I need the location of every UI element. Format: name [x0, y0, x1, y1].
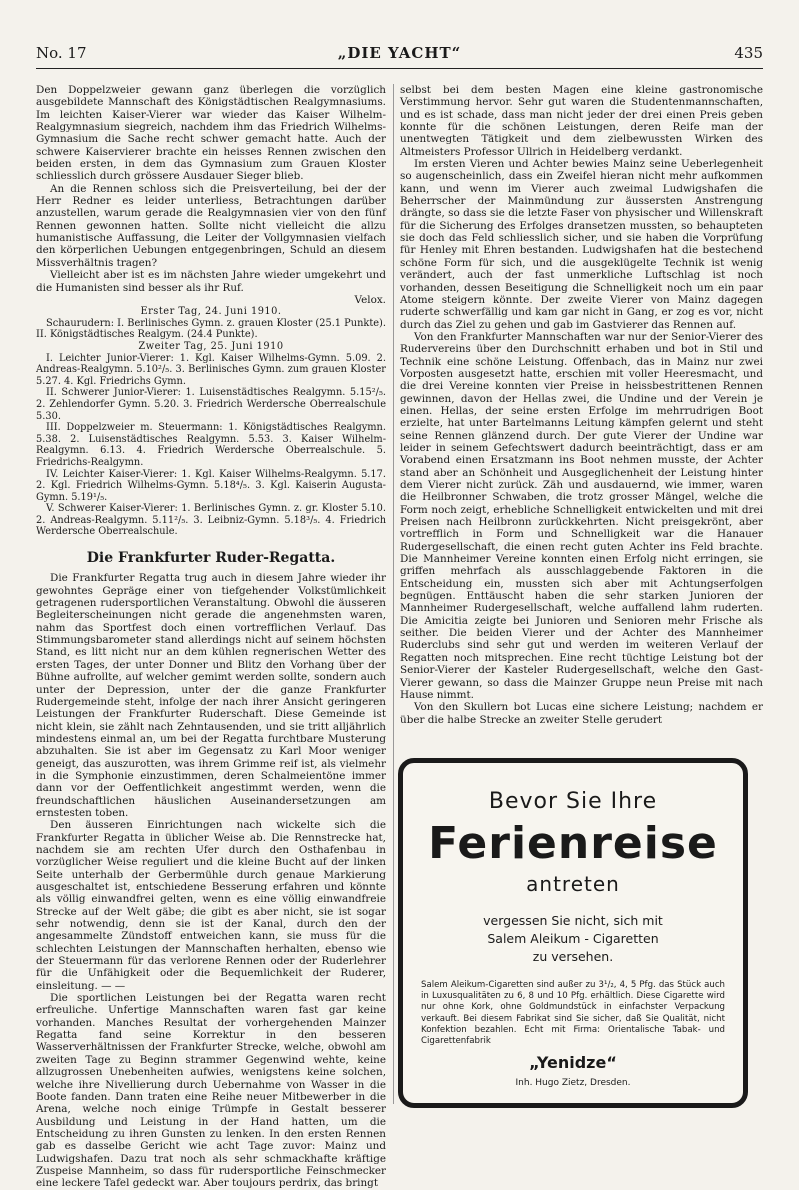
- paragraph: Den äusseren Einrichtungen nach wickelte sich die Frankfurter Regatta in üblicher Weise ab. Die Rennstrecke hat, nachdem sie am rechten Ufer durch den Osthafenbau in vorzüglicher Weise reguliert und die kleine Bucht auf der linken Seite unterhalb der Gerbermühle durch genaue Markierung ausgeschaltet ist, entschiedene Besserung erfahren und könnte als völlig einwandfrei gelten, wenn es eine völlig einwandfreie Strecke auf der Welt gäbe; die gibt es aber nicht, sie ist sogar sehr notwendig, denn sie ist der Kanal, durch den der angesammelte Zündstoff entweichen kann, sie muss für die schlechten Leistungen der Mannschaften herhalten, ebenso wie der Steuermann für das verlorene Rennen oder der Ruderlehrer für die Unfähigkeit oder die Bequemlichkeit der Ruderer, einsleitung. — —: [36, 819, 386, 992]
- results-list: [36, 306, 386, 538]
- paragraph: Den Doppelzweier gewann ganz überlegen die vorzüglich ausgebildete Mannschaft des Königstädtischen Realgymnasiums. Im leichten Kaiser-Vierer war wieder das Kaiser Wilhelm-Realgymnasium siegreich, nachdem ihm das Friedrich Wilhelms-Gymnasium die Sache recht schwer gemacht hatte. Auch der schwere Kaiservierer brachte ein heisses Rennen zwischen den beiden ersten, in dem das Gymnasium zum Grauen Kloster schliesslich durch grössere Ausdauer Sieger blieb.: [36, 84, 386, 183]
- ad-line: antreten: [526, 872, 620, 896]
- page-header: [36, 44, 763, 66]
- paragraph: Von den Skullern bot Lucas eine sichere Leistung; nachdem er über die halbe Strecke an zweiter Stelle gerudert: [400, 701, 763, 726]
- paragraph: Vielleicht aber ist es im nächsten Jahre wieder umgekehrt und die Humanisten sind besser als ihr Ruf.: [36, 269, 386, 294]
- paragraph: Im ersten Vieren und Achter bewies Mainz seine Ueberlegenheit so augenscheinlich, dass ein Zweifel hieran nicht mehr aufkommen kann, und wenn im Vierer auch zweimal Ludwigshafen die Beherrscher der Mainmündung zur äussersten Anstrengung drängte, so dass sie die letzte Faser von physischer und Willenskraft für die Sicherung des Erfolges dransetzen mussten, so behaupteten sie doch das Feld schliesslich sicher, und sie haben die Vorprüfung für Henley mit Ehren bestanden. Ludwigshafen hat die bestechend schöne Form für sich, und die ausgeklügelte Technik ist wenig verändert, auch der fast unmerkliche Luftschlag ist noch vorhanden, dessen Beseitigung die Schnelligkeit noch um ein paar Atome steigern könnte. Der zweite Vierer von Mainz dagegen ruderte schwerfällig und kam gar nicht in Gang, er zog es vor, nicht durch das Ziel zu gehen und gab im Gastvierer das Rennen auf.: [400, 158, 763, 331]
- author-signature: Velox.: [354, 293, 386, 306]
- article-title: Die Frankfurter Ruder-Regatta.: [86, 550, 336, 567]
- paragraph: Die sportlichen Leistungen bei der Regatta waren recht erfreuliche. Unfertige Mannschaften waren fast gar keine vorhanden. Manches Resultat der vorhergehenden Mainzer Regatta fand seine Korrektur in den besseren Wasserverhältnissen der Frankfurter Strecke, welche, obwohl am zweiten Tage zu Beginn strammer Gegenwind wehte, keine allzugrossen Unebenheiten aufwies, wenigstens keine solchen, welche ihre Nivellierung durch Uebernahme von Wasser in die Boote fanden. Dann traten eine Reihe neuer Mitbewerber in die Arena, welche noch einige Trümpfe in Gestalt besserer Ausbildung und Leistung in der Hand hatten, um die Entscheidung zu ihren Gunsten zu lenken. In den ersten Rennen gab es dasselbe Gericht wie acht Tage zuvor: Mainz und Ludwigshafen. Dazu trat noch als sehr schmackhafte kräftige Zuspeise Mannheim, so dass für rudersportliche Feinschmecker eine leckere Tafel gedeckt war. Aber toujours perdrix, das bringt: [36, 992, 386, 1190]
- result-entry: III. Doppelzweier m. Steuermann: 1. Königstädtisches Realgymn. 5.38. 2. Luisenstädtisches Realgymn. 5.53. 3. Kaiser Wilhelm-Realgymn. 6.13. 4. Friedrich Werdersche Oberrealschule. 5. Friedrichs-Realgymn.: [36, 422, 386, 468]
- left-column: [36, 84, 386, 1190]
- results-day-heading: Zweiter Tag, 25. Juni 1910: [138, 340, 284, 352]
- results-day-heading: Erster Tag, 24. Juni 1910.: [140, 306, 282, 318]
- paragraph: Von den Frankfurter Mannschaften war nur der Senior-Vierer des Rudervereins über den Durchschnitt erhaben und bot in Stil und Technik eine schöne Leistung. Offenbach, das in Mainz nur zwei Vorposten ausgesetzt hatte, erschien mit voller Heeresmacht, und die drei Vereine konnten vier Preise in heissbestrittenen Rennen gewinnen, davon der Hellas zwei, die Undine und der Verein je einen. Hellas, der seine ersten Erfolge im mehrrudrigen Boot erzielte, hat unter Bartelmanns Leitung kämpfen gelernt und steht seine Rennen glänzend durch. Der gute Vierer der Undine war leider in seinem Gefechtswert dadurch beeinträchtigt, dass er am Vorabend einen Ersatzmann ins Boot nehmen musste, der Achter stand aber an Schönheit und Ausgeglichenheit der Leistung hinter dem Vierer nicht zurück. Zäh und ausdauernd, wie immer, waren die Heilbronner Schwaben, die trotz grosser Mängel, welche die Form noch zeigt, erhebliche Schnelligkeit entwickelten und mit drei Preisen nach Heilbronn zurückkehrten. Nicht preisgekrönt, aber vortrefflich in Form und Schnelligkeit war die Hanauer Rudergesellschaft, die einen recht guten Achter ins Feld brachte. Die Mannheimer Vereine konnten einen Erfolg nicht erringen, sie griffen mehrfach als ausschlaggebende Faktoren in die Entscheidung ein, mussten sich aber mit Achtungserfolgen begnügen. Enttäuscht haben die sehr starken Junioren der Mannheimer Rudergesellschaft, welche auffallend lahm ruderten. Die Amicitia zeigte bei Junioren und Senioren mehr Frische als seither. Die beiden Vierer und der Achter des Mannheimer Ruderclubs sind sehr gut und werden im weiteren Verlauf der Regatten noch mitsprechen. Eine recht tüchtige Leistung bot der Senior-Vierer der Kasteler Rudergesellschaft, welche den Gast-Vierer gewann, so dass die Mainzer Gruppe neun Preise mit nach Hause nimmt.: [400, 330, 763, 701]
- ad-brand: „Yenidze“: [529, 1053, 617, 1073]
- result-entry: I. Leichter Junior-Vierer: 1. Kgl. Kaiser Wilhelms-Gymn. 5.09. 2. Andreas-Realgymn. 5.10²/₅. 3. Berlinisches Gymn. zum grauen Kloster 5.27. 4. Kgl. Friedrichs Gymn.: [36, 352, 386, 387]
- right-column: [400, 84, 763, 726]
- paragraph: selbst bei dem besten Magen eine kleine gastronomische Verstimmung hervor. Sehr gut waren die Studentenmannschaften, und es ist schade, dass man nicht jeder der drei einen Preis geben konnte für die schönen Leistungen, deren Reife man der unentwegten Tätigkeit und dem zielbewussten Wirken des Altmeisters Professor Ullrich in Heidelberg verdankt.: [400, 84, 763, 158]
- result-entry: Schaurudern: I. Berlinisches Gymn. z. grauen Kloster (25.1 Punkte). II. Königstädtisches Realgym. (24.4 Punkte).: [36, 317, 386, 341]
- ad-owner: Inh. Hugo Zietz, Dresden.: [515, 1078, 631, 1089]
- magazine-title: „DIE YACHT“: [337, 44, 462, 62]
- page-number: 435: [734, 44, 763, 62]
- ad-line: Bevor Sie Ihre: [488, 789, 658, 814]
- ad-subtext-line: zu versehen.: [532, 949, 614, 964]
- ad-subtext-line: vergessen Sie nicht, sich mit: [483, 913, 663, 928]
- result-entry: IV. Leichter Kaiser-Vierer: 1. Kgl. Kaiser Wilhelms-Realgymn. 5.17. 2. Kgl. Friedrich Wilhelms-Gymn. 5.18⁴/₅. 3. Kgl. Kaiserin Augusta-Gymn. 5.19¹/₅.: [36, 468, 386, 503]
- paragraph: Die Frankfurter Regatta trug auch in diesem Jahre wieder ihr gewohntes Gepräge einer von tiefgehender Volkstümlichkeit getragenen rudersportlichen Veranstaltung. Obwohl die äusseren Begleiterscheinungen nicht gerade die angenehmsten waren, nahm das Sportfest doch einen vortrefflichen Verlauf. Das Stimmungsbarometer stand allerdings nicht auf seinem höchsten Stand, es litt nicht nur an dem kühlen regnerischen Wetter des ersten Tages, der unter Donner und Blitz den Vorhang über der Bühne aufrollte, auf welcher gemimt werden sollte, sondern auch unter der Depression, unter der die ganze Frankfurter Rudergemeinde steht, infolge der nach ihrer Ansicht geringeren Leistungen der Frankfurter Ruderschaft. Diese Gemeinde ist nicht klein, sie zählt nach Zehntausenden, und sie tritt alljährlich mindestens einmal an, um bei der Regatta furchtbare Musterung abzuhalten. Sie ist aber im Gegensatz zu Karl Moor weniger geneigt, das auszurotten, was ihrem Grimme reif ist, als vielmehr in die Symphonie einzustimmen, deren Schalmeientöne immer dann vor der Oeffentlichkeit angestimmt werden, wenn die freundschaftlichen häuslichen Auseinandersetzungen am ernstesten toben.: [36, 572, 386, 819]
- result-entry: II. Schwerer Junior-Vierer: 1. Luisenstädtisches Realgymn. 5.15²/₅. 2. Zehlendorfer Gymn. 5.20. 3. Friedrich Werdersche Oberrealschule 5.30.: [36, 387, 386, 422]
- ad-subtext: [403, 912, 743, 966]
- column-divider: [393, 84, 394, 1104]
- issue-number: No. 17: [36, 44, 87, 62]
- result-entry: V. Schwerer Kaiser-Vierer: 1. Berlinisches Gymn. z. gr. Kloster 5.10. 2. Andreas-Realgymn. 5.11²/₅. 3. Leibniz-Gymn. 5.18³/₅. 4. Friedrich Werdersche Oberrealschule.: [36, 503, 386, 538]
- cigarette-advertisement: [398, 758, 748, 1108]
- ad-body: Salem Aleikum-Cigaretten sind außer zu 3¹/₂, 4, 5 Pfg. das Stück auch in Luxusqualitäten zu 6, 8 und 10 Pfg. erhältlich. Diese Cigarette wird nur ohne Kork, ohne Goldmundstück in einfachster Verpackung verkauft. Bei diesem Fabrikat sind Sie sicher, daß Sie Qualität, nicht Konfektion bezahlen. Echt mit Firma: Orientalische Tabak- und Cigarettenfabrik: [421, 980, 725, 1047]
- header-rule: [36, 68, 763, 69]
- ad-subtext-line: Salem Aleikum - Cigaretten: [487, 931, 659, 946]
- paragraph: An die Rennen schloss sich die Preisverteilung, bei der der Herr Redner es leider unterliess, Betrachtungen darüber anzustellen, warum gerade die Realgymnasien vier von den fünf Rennen gewonnen hatten. Sollte nicht vielleicht die allzu humanistische Auffassung, die Leiter der Vollgymnasien vielfach den körperlichen Uebungen entgegenbringen, Schuld an diesem Missverhältnis tragen?: [36, 182, 386, 269]
- ad-headline: Ferienreise: [428, 818, 718, 869]
